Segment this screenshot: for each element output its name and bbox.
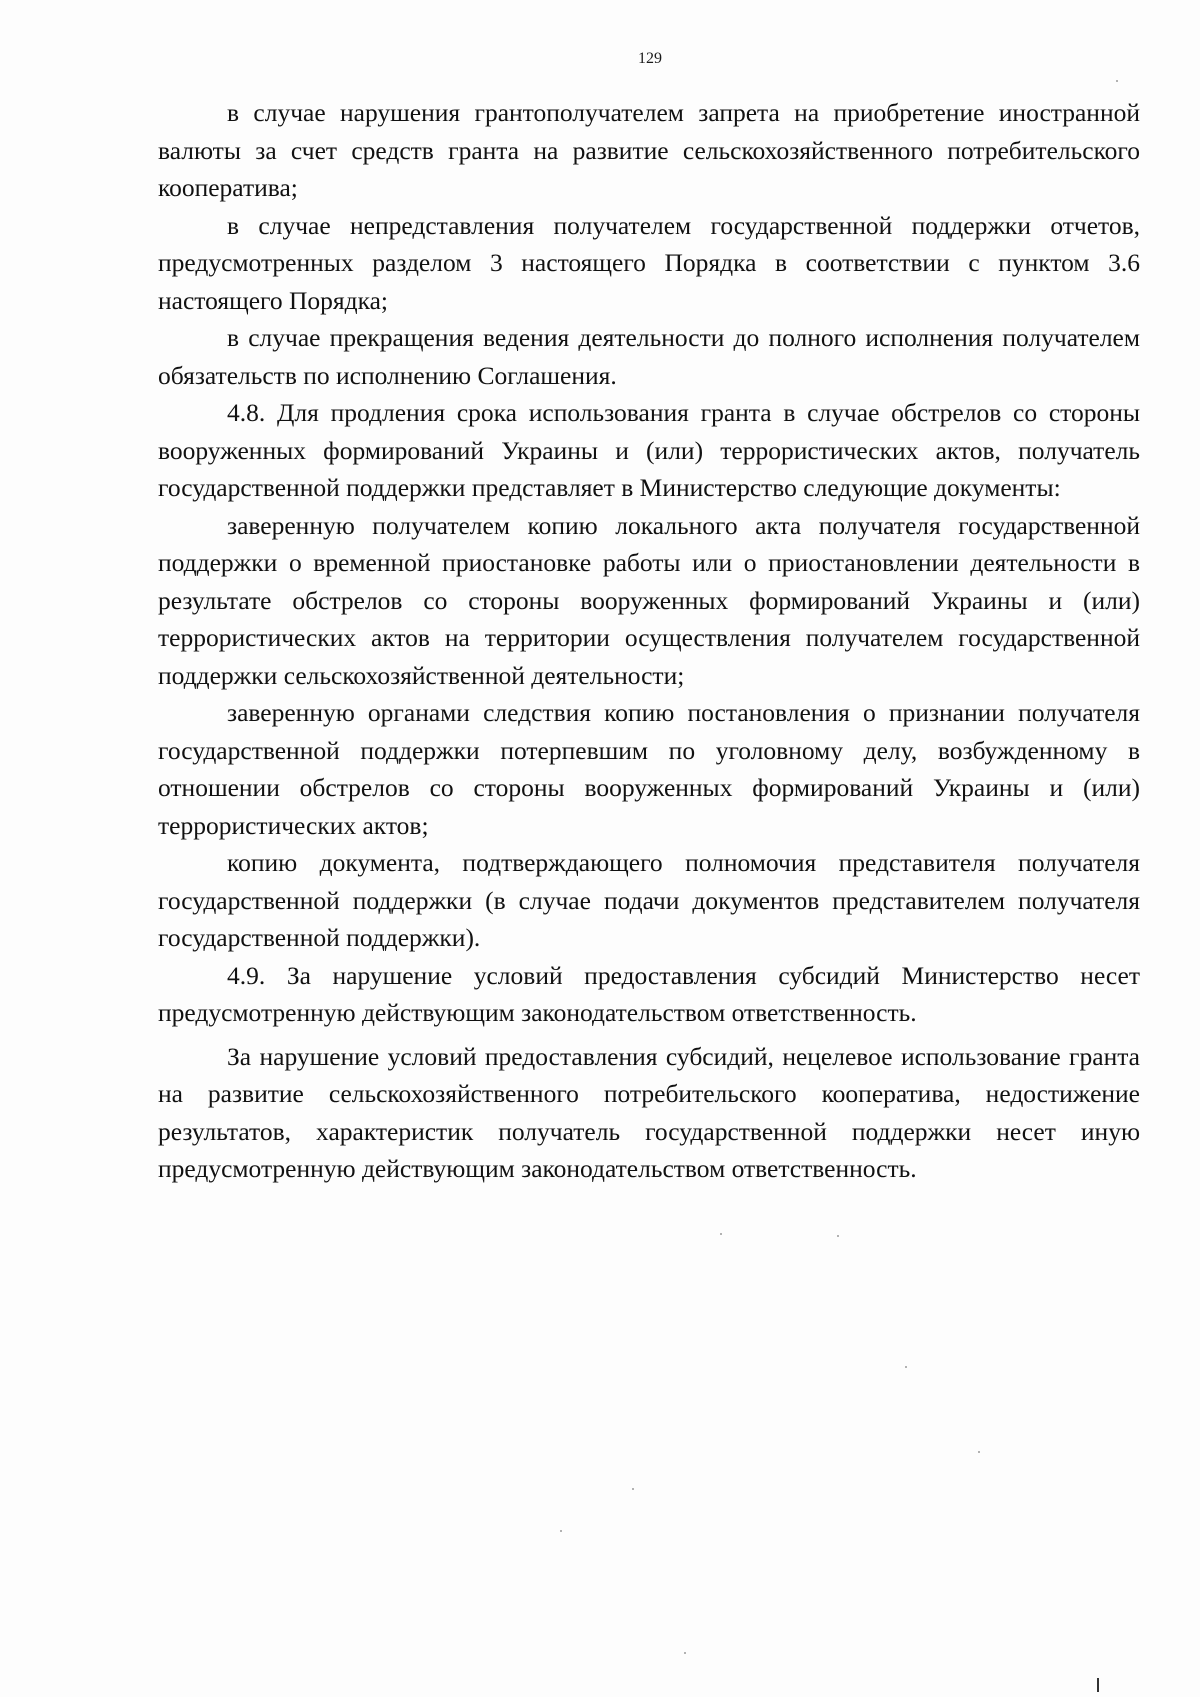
document-body (158, 94, 1140, 1188)
scan-speck (837, 1235, 839, 1237)
paragraph-4-8-grant-extension: 4.8. Для продления срока использования гранта в случае обстрелов со стороны вооруженных формирований Украины и (или) террористических актов, получатель государственной поддержки представляет в Министерство следующие документы: (158, 398, 1140, 502)
page-number: 129 (638, 50, 662, 67)
paragraph-reports-not-submitted: в случае непредставления получателем государственной поддержки отчетов, предусмотренных разделом 3 настоящего Порядка в соответствии с пунктом 3.6 настоящего Порядка; (158, 210, 1140, 315)
scan-speck (560, 1530, 562, 1532)
scan-speck (978, 1451, 980, 1453)
scan-speck (720, 1233, 722, 1235)
scan-edge-mark (1097, 1678, 1099, 1692)
scan-speck (1116, 80, 1118, 82)
paragraph-activity-terminated: в случае прекращения ведения деятельности до полного исполнения получателем обязательств по исполнению Соглашения. (158, 323, 1140, 390)
paragraph-4-9-responsibility: 4.9. За нарушение условий предоставления субсидий Министерство несет предусмотренную действующим законодательством ответственность. (158, 960, 1140, 1027)
scan-speck (905, 1366, 907, 1368)
scan-speck (684, 1652, 686, 1654)
paragraph-representative-authority-copy: копию документа, подтверждающего полномочия представителя получателя государственной поддержки (в случае подачи документов представителем получателя государственной поддержки). (158, 848, 1140, 952)
paragraph-foreign-currency-violation: в случае нарушения грантополучателем запрета на приобретение иностранной валюты за счет средств гранта на развитие сельскохозяйственного потребительского кооператива; (158, 98, 1140, 202)
paragraph-local-act-copy: заверенную получателем копию локального акта получателя государственной поддержки о временной приостановке работы или о приостановлении деятельности в результате обстрелов со стороны вооруженных формирований Украины и (или) террористических актов на территории осуществления получателем государственной поддержки сельскохозяйственной деятельности; (158, 510, 1140, 690)
scan-speck (632, 1488, 634, 1490)
paragraph-investigation-resolution-copy: заверенную органами следствия копию постановления о признании получателя государственной поддержки потерпевшим по уголовному делу, возбужденному в отношении обстрелов со стороны вооруженных формирований Украины и (или) террористических актов; (158, 698, 1140, 840)
paragraph-other-responsibility: За нарушение условий предоставления субсидий, нецелевое использование гранта на развитие сельскохозяйственного потребительского кооператива, недостижение результатов, характеристик получатель государственной поддержки несет иную предусмотренную действующим законодательством ответственность. (158, 1041, 1140, 1183)
